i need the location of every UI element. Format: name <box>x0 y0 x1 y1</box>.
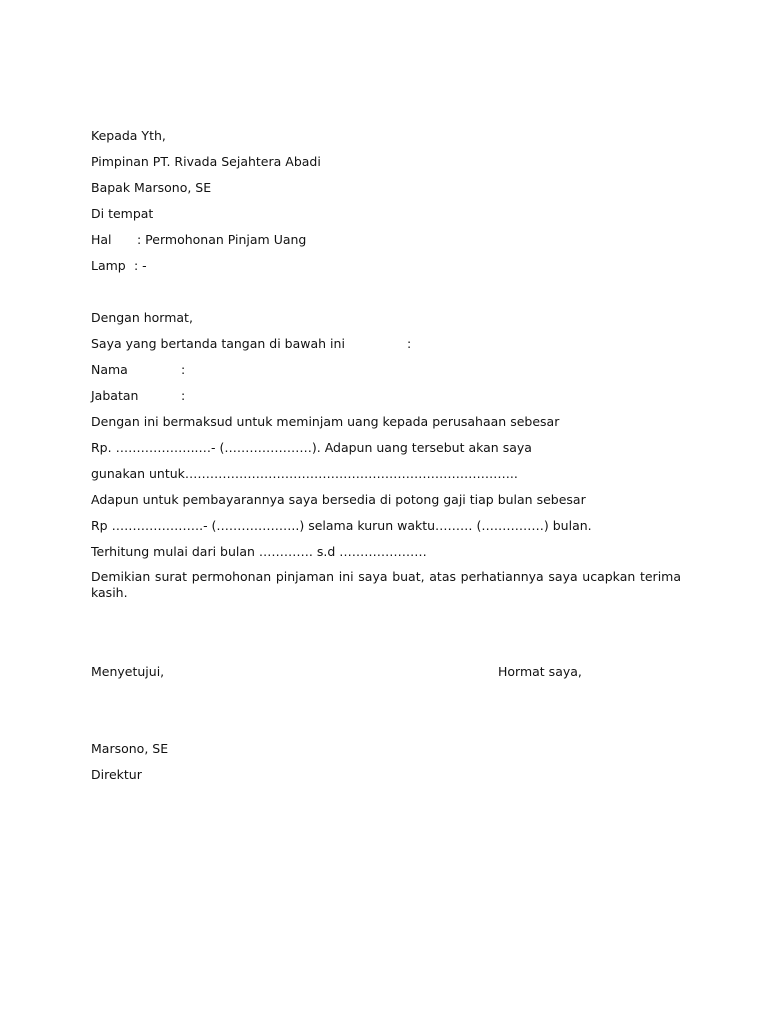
approver-name: Marsono, SE <box>91 741 169 756</box>
body-line-amount-request: Dengan ini bermaksud untuk meminjam uang kepada perusahaan sebesar <box>91 414 560 429</box>
approver-title: Direktur <box>91 767 142 782</box>
attachment-label: Lamp <box>91 258 126 273</box>
body-line-repayment: Adapun untuk pembayarannya saya bersedia di potong gaji tiap bulan sebesar <box>91 492 586 507</box>
undersigned-line <box>91 336 411 352</box>
greeting: Dengan hormat, <box>91 310 193 325</box>
attachment-value: : - <box>134 258 147 273</box>
field-position-colon: : <box>181 388 186 403</box>
subject-line <box>91 232 306 248</box>
subject-label: Hal <box>91 232 112 247</box>
closing-paragraph: Demikian surat permohonan pinjaman ini saya buat, atas perhatiannya saya ucapkan terima kasih. <box>91 569 681 600</box>
undersigned-colon: : <box>407 336 412 351</box>
field-name-label: Nama <box>91 362 128 377</box>
body-line-period: Terhitung mulai dari bulan …………. s.d ………………… <box>91 544 427 559</box>
recipient-company: Pimpinan PT. Rivada Sejahtera Abadi <box>91 154 321 169</box>
recipient-salutation: Kepada Yth, <box>91 128 166 143</box>
undersigned-text: Saya yang bertanda tangan di bawah ini <box>91 336 345 351</box>
field-position-line <box>91 388 185 404</box>
approval-label: Menyetujui, <box>91 664 165 679</box>
body-line-installment: Rp ………………….- (………………..) selama kurun waktu……… (……………) bulan. <box>91 518 592 533</box>
subject-value: : Permohonan Pinjam Uang <box>137 232 307 247</box>
attachment-line <box>91 258 147 274</box>
sender-label: Hormat saya, <box>498 664 582 679</box>
field-name-colon: : <box>181 362 186 377</box>
body-line-purpose: gunakan untuk…………………………………………………………………….. <box>91 466 518 481</box>
field-position-label: Jabatan <box>91 388 139 403</box>
recipient-place: Di tempat <box>91 206 154 221</box>
body-line-amount-value: Rp. ………………..…- (…………………). Adapun uang tersebut akan saya <box>91 440 532 455</box>
field-name-line <box>91 362 185 378</box>
recipient-person: Bapak Marsono, SE <box>91 180 212 195</box>
